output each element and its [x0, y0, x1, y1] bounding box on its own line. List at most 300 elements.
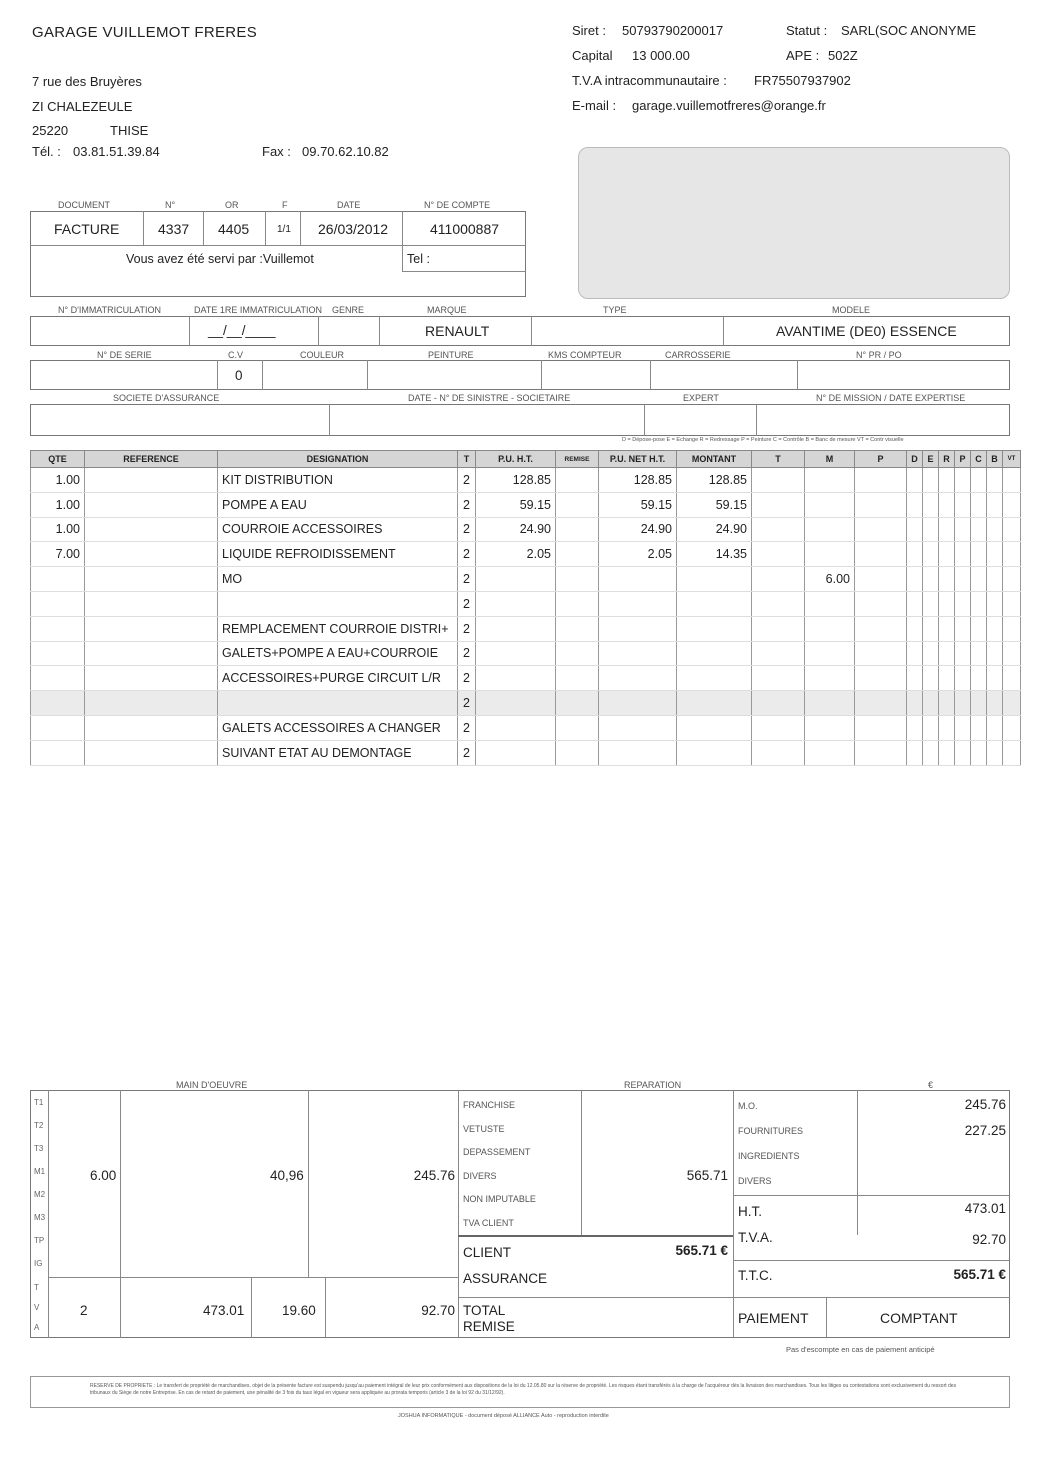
cell-qte [31, 666, 85, 691]
served-by: Vous avez été servi par :Vuillemot [126, 252, 314, 266]
cell-operation [855, 691, 907, 716]
tax-code: A [34, 1323, 40, 1332]
cell-des: COURROIE ACCESSOIRES [218, 517, 458, 542]
cell-operation [923, 715, 939, 740]
cell-t: 2 [458, 740, 476, 765]
doc-header-f: F [282, 200, 288, 210]
mo-value: 245.76 [964, 1097, 1006, 1112]
cell-operation [955, 740, 971, 765]
cell-des: REMPLACEMENT COURROIE DISTRI+ [218, 616, 458, 641]
cell-pu [476, 591, 556, 616]
cell-operation [1003, 641, 1021, 666]
cell-pu [476, 567, 556, 592]
cell-remise [556, 492, 599, 517]
cell-operation [923, 468, 939, 493]
company-city: THISE [110, 123, 149, 138]
mo-total: 245.76 [413, 1168, 455, 1183]
veh-h-genre: GENRE [332, 305, 365, 315]
company-fax-label: Fax : [262, 144, 291, 159]
veh-h-peinture: PEINTURE [428, 350, 474, 360]
table-row [31, 492, 1021, 517]
cell-operation [923, 492, 939, 517]
reparation-label-item: DIVERS [463, 1171, 497, 1181]
cell-qte [31, 591, 85, 616]
col-pu-net-ht: P.U. NET H.T. [599, 451, 677, 468]
cell-t: 2 [458, 641, 476, 666]
cell-pu [476, 616, 556, 641]
cell-operation [907, 740, 923, 765]
company-name: GARAGE VUILLEMOT FRERES [32, 24, 258, 41]
cell-operation [987, 542, 1003, 567]
cell-operation [987, 468, 1003, 493]
cell-operation [1003, 542, 1021, 567]
cell-m: 6.00 [805, 567, 855, 592]
cell-operation [971, 666, 987, 691]
tax-code: IG [34, 1259, 43, 1268]
doc-type: FACTURE [54, 221, 120, 237]
col-p2: P [955, 451, 971, 468]
cell-operation [987, 567, 1003, 592]
cell-net [599, 567, 677, 592]
doc-header-document: DOCUMENT [58, 200, 110, 210]
veh-h-expert: EXPERT [683, 393, 719, 403]
cell-operation [907, 591, 923, 616]
col-pu-ht: P.U. H.T. [476, 451, 556, 468]
cell-remise [556, 641, 599, 666]
veh-h-couleur: COULEUR [300, 350, 345, 360]
cell-t: 2 [458, 691, 476, 716]
cell-operation [939, 641, 955, 666]
cell-net: 24.90 [599, 517, 677, 542]
cell-remise [556, 542, 599, 567]
cell-operation [923, 591, 939, 616]
doc-account: 411000887 [430, 221, 500, 237]
cell-operation [939, 517, 955, 542]
company-address1: 7 rue des Bruyères [32, 74, 142, 89]
ingredients-label: INGREDIENTS [738, 1151, 800, 1161]
cell-operation [907, 567, 923, 592]
col-c: C [971, 451, 987, 468]
cell-operation [939, 492, 955, 517]
tva-label: T.V.A. [738, 1230, 773, 1245]
cell-des: ACCESSOIRES+PURGE CIRCUIT L/R [218, 666, 458, 691]
col-montant: MONTANT [677, 451, 752, 468]
cell-t: 2 [458, 616, 476, 641]
cell-remise [556, 715, 599, 740]
doc-header-number: N° [165, 200, 176, 210]
cell-montant: 128.85 [677, 468, 752, 493]
cell-operation [939, 591, 955, 616]
cell-remise [556, 468, 599, 493]
cell-operation [971, 517, 987, 542]
cell-remise [556, 740, 599, 765]
cell-pu: 2.05 [476, 542, 556, 567]
cell-remise [556, 517, 599, 542]
ttc-label: T.T.C. [738, 1268, 773, 1283]
tva-base: 473.01 [203, 1303, 245, 1318]
cell-operation [907, 468, 923, 493]
cell-operation [1003, 567, 1021, 592]
ape-label: APE : [786, 48, 820, 63]
cell-ref [85, 641, 218, 666]
cell-operation [1003, 616, 1021, 641]
veh-h-type: TYPE [603, 305, 627, 315]
cell-operation [987, 740, 1003, 765]
cell-net [599, 641, 677, 666]
col-d: D [907, 451, 923, 468]
col-qte: QTE [31, 451, 85, 468]
cell-operation [855, 591, 907, 616]
cell-m [805, 591, 855, 616]
cell-operation [971, 567, 987, 592]
siret-value: 50793790200017 [622, 23, 724, 38]
cell-tt [752, 641, 805, 666]
veh-h-marque: MARQUE [427, 305, 467, 315]
cell-operation [971, 542, 987, 567]
vehicle-modele: AVANTIME (DE0) ESSENCE [776, 323, 957, 339]
vehicle-row-2 [30, 360, 1010, 390]
cell-pu [476, 691, 556, 716]
cell-remise [556, 591, 599, 616]
col-vt: VT [1003, 451, 1021, 468]
cell-t: 2 [458, 715, 476, 740]
cell-des: LIQUIDE REFROIDISSEMENT [218, 542, 458, 567]
cell-qte [31, 567, 85, 592]
cell-tt [752, 616, 805, 641]
cell-operation [855, 517, 907, 542]
cell-operation [971, 616, 987, 641]
cell-operation [1003, 740, 1021, 765]
cell-operation [987, 591, 1003, 616]
cell-qte: 1.00 [31, 492, 85, 517]
divers-label: DIVERS [738, 1176, 772, 1186]
veh-h-mission: N° DE MISSION / DATE EXPERTISE [816, 393, 966, 403]
cell-operation [939, 542, 955, 567]
veh-h-date1: DATE 1RE IMMATRICULATION [194, 305, 323, 315]
col-designation: DESIGNATION [218, 451, 458, 468]
cell-operation [939, 715, 955, 740]
reparation-label-item: TVA CLIENT [463, 1218, 514, 1228]
tva-amount: 92.70 [421, 1303, 455, 1318]
cell-remise [556, 616, 599, 641]
tva-rate: 19.60 [282, 1303, 316, 1318]
cell-montant [677, 641, 752, 666]
company-fax: 09.70.62.10.82 [302, 144, 389, 159]
vehicle-marque: RENAULT [425, 323, 490, 339]
cell-ref [85, 691, 218, 716]
total-label: TOTAL [463, 1303, 506, 1318]
mo-hours: 6.00 [90, 1168, 117, 1183]
cell-operation [907, 691, 923, 716]
tax-code: T2 [34, 1121, 44, 1130]
email-value[interactable]: garage.vuillemotfreres@orange.fr [632, 98, 826, 113]
table-row [31, 542, 1021, 567]
cell-ref [85, 591, 218, 616]
cell-des: POMPE A EAU [218, 492, 458, 517]
veh-h-carrosserie: CARROSSERIE [665, 350, 731, 360]
cell-operation [855, 666, 907, 691]
software-credit: JOSHUA INFORMATIQUE - document déposé ALLIANCE Auto - reproduction interdite [398, 1413, 609, 1419]
tva-code: 2 [80, 1303, 88, 1318]
cell-operation [971, 591, 987, 616]
cell-montant [677, 715, 752, 740]
cell-qte [31, 616, 85, 641]
cell-operation [907, 616, 923, 641]
company-tel-label: Tél. : [32, 144, 61, 159]
cell-montant: 14.35 [677, 542, 752, 567]
cell-tt [752, 468, 805, 493]
cell-montant [677, 616, 752, 641]
ape-value: 502Z [828, 48, 858, 63]
cell-qte [31, 740, 85, 765]
col-b: B [987, 451, 1003, 468]
company-address2: ZI CHALEZEULE [32, 99, 133, 114]
cell-net [599, 616, 677, 641]
cell-operation [971, 468, 987, 493]
cell-operation [987, 715, 1003, 740]
cell-operation [987, 641, 1003, 666]
ttc-value: 565.71 € [953, 1267, 1006, 1282]
col-e: E [923, 451, 939, 468]
cell-ref [85, 567, 218, 592]
cell-operation [1003, 691, 1021, 716]
line-items-table [30, 450, 1021, 766]
cell-tt [752, 542, 805, 567]
cell-ref [85, 468, 218, 493]
cell-operation [971, 715, 987, 740]
cell-operation [955, 567, 971, 592]
cell-operation [939, 616, 955, 641]
doc-number: 4337 [158, 221, 190, 237]
veh-h-immat: N° D'IMMATRICULATION [58, 305, 161, 315]
cell-ref [85, 542, 218, 567]
cell-t: 2 [458, 517, 476, 542]
cell-operation [923, 691, 939, 716]
cell-operation [939, 666, 955, 691]
cell-m [805, 616, 855, 641]
cell-operation [923, 542, 939, 567]
cell-pu: 59.15 [476, 492, 556, 517]
statut-label: Statut : [786, 23, 828, 38]
cell-net [599, 715, 677, 740]
cell-montant [677, 740, 752, 765]
doc-date: 26/03/2012 [318, 221, 389, 237]
cell-operation [987, 691, 1003, 716]
cell-qte: 1.00 [31, 468, 85, 493]
cell-operation [923, 666, 939, 691]
reparation-label: REPARATION [624, 1080, 682, 1090]
doc-header-date: DATE [337, 200, 361, 210]
cell-operation [855, 740, 907, 765]
cell-net [599, 740, 677, 765]
escompte-note: Pas d'escompte en cas de paiement anticipé [786, 1345, 935, 1354]
tva-intra-label: T.V.A intracommunautaire : [572, 73, 727, 88]
table-row [31, 740, 1021, 765]
cell-operation [923, 740, 939, 765]
cell-m [805, 542, 855, 567]
col-tt: T [752, 451, 805, 468]
veh-h-modele: MODELE [832, 305, 871, 315]
cell-remise [556, 666, 599, 691]
assurance-label: ASSURANCE [463, 1271, 548, 1286]
cell-operation [923, 616, 939, 641]
ht-label: H.T. [738, 1204, 763, 1219]
cell-pu [476, 740, 556, 765]
cell-operation [1003, 492, 1021, 517]
cell-operation [1003, 517, 1021, 542]
reparation-label-item: VETUSTE [463, 1124, 505, 1134]
siret-label: Siret : [572, 23, 606, 38]
totals-box [30, 1090, 1010, 1338]
cell-operation [971, 740, 987, 765]
table-row [31, 468, 1021, 493]
vehicle-cv: 0 [235, 368, 243, 383]
cell-operation [907, 492, 923, 517]
cell-qte: 7.00 [31, 542, 85, 567]
tva-intra-value: FR75507937902 [754, 73, 851, 88]
reparation-label-item: DEPASSEMENT [463, 1147, 531, 1157]
cell-operation [855, 616, 907, 641]
statut-value: SARL(SOC ANONYME [841, 23, 977, 38]
cell-m [805, 740, 855, 765]
cell-operation [939, 468, 955, 493]
cell-operation [955, 542, 971, 567]
cell-pu [476, 715, 556, 740]
mo-rate: 40,96 [270, 1168, 304, 1183]
veh-h-assurance: SOCIETE D'ASSURANCE [113, 393, 220, 403]
cell-operation [923, 517, 939, 542]
cell-ref [85, 517, 218, 542]
cell-montant: 24.90 [677, 517, 752, 542]
cell-t: 2 [458, 542, 476, 567]
operation-legend: D = Dépose-pose E = Echange R = Redressage P = Peinture C = Contrôle B = Banc de mesure VT = Contr visuelle [622, 437, 904, 443]
cell-operation [855, 715, 907, 740]
vehicle-row-3 [30, 404, 1010, 436]
cell-operation [907, 666, 923, 691]
cell-operation [955, 517, 971, 542]
cell-operation [923, 567, 939, 592]
cell-des: KIT DISTRIBUTION [218, 468, 458, 493]
doc-header-or: OR [225, 200, 239, 210]
table-row [31, 691, 1021, 716]
cell-operation [939, 567, 955, 592]
cell-operation [855, 542, 907, 567]
euro-label: € [928, 1080, 934, 1090]
client-label: CLIENT [463, 1245, 512, 1260]
cell-des: GALETS+POMPE A EAU+COURROIE [218, 641, 458, 666]
col-remise: REMISE [556, 451, 599, 468]
cell-operation [987, 616, 1003, 641]
cell-operation [955, 616, 971, 641]
paiement-value: COMPTANT [880, 1310, 958, 1326]
cell-operation [907, 542, 923, 567]
cell-operation [955, 715, 971, 740]
reparation-label-item: FRANCHISE [463, 1100, 516, 1110]
cell-operation [955, 666, 971, 691]
cell-t: 2 [458, 666, 476, 691]
cell-operation [855, 492, 907, 517]
cell-operation [907, 641, 923, 666]
cell-m [805, 492, 855, 517]
divers-value: 565.71 [686, 1168, 728, 1183]
cell-ref [85, 492, 218, 517]
table-row [31, 591, 1021, 616]
cell-pu [476, 641, 556, 666]
tax-code: TP [34, 1236, 45, 1245]
cell-tt [752, 517, 805, 542]
cell-m [805, 468, 855, 493]
vehicle-first-reg: __/__/____ [208, 323, 276, 338]
cell-t: 2 [458, 567, 476, 592]
tax-code: T1 [34, 1098, 44, 1107]
cell-ref [85, 740, 218, 765]
capital-label: Capital [572, 48, 613, 63]
doc-f: 1/1 [277, 224, 291, 235]
tax-code: T [34, 1283, 39, 1292]
cell-net [599, 666, 677, 691]
veh-h-serie: N° DE SERIE [97, 350, 152, 360]
fournitures-value: 227.25 [964, 1123, 1006, 1138]
cell-operation [987, 492, 1003, 517]
company-postcode: 25220 [32, 123, 69, 138]
veh-h-sinistre: DATE - N° DE SINISTRE - SOCIETAIRE [408, 393, 571, 403]
cell-remise [556, 567, 599, 592]
cell-operation [1003, 666, 1021, 691]
reparation-label-item: NON IMPUTABLE [463, 1194, 536, 1204]
ht-value: 473.01 [964, 1201, 1006, 1216]
cell-montant: 59.15 [677, 492, 752, 517]
cell-operation [971, 691, 987, 716]
cell-des [218, 691, 458, 716]
cell-net [599, 691, 677, 716]
col-m: M [805, 451, 855, 468]
cell-tt [752, 715, 805, 740]
cell-operation [955, 591, 971, 616]
veh-h-pr: N° PR / PO [856, 350, 902, 360]
cell-t: 2 [458, 492, 476, 517]
cell-operation [1003, 715, 1021, 740]
paiement-label: PAIEMENT [738, 1310, 809, 1326]
cell-operation [955, 691, 971, 716]
col-t: T [458, 451, 476, 468]
cell-pu [476, 666, 556, 691]
cell-operation [923, 641, 939, 666]
cell-operation [855, 641, 907, 666]
col-p: P [855, 451, 907, 468]
cell-montant [677, 591, 752, 616]
col-r: R [939, 451, 955, 468]
table-row [31, 616, 1021, 641]
cell-m [805, 641, 855, 666]
doc-or: 4405 [218, 221, 250, 237]
cell-ref [85, 715, 218, 740]
table-row [31, 715, 1021, 740]
cell-des: SUIVANT ETAT AU DEMONTAGE [218, 740, 458, 765]
table-row [31, 517, 1021, 542]
tva-value: 92.70 [972, 1232, 1006, 1247]
table-row [31, 641, 1021, 666]
cell-ref [85, 666, 218, 691]
cell-tt [752, 740, 805, 765]
client-value: 565.71 € [675, 1243, 728, 1258]
cell-operation [971, 641, 987, 666]
company-tel: 03.81.51.39.84 [73, 144, 160, 159]
cell-operation [855, 567, 907, 592]
cell-m [805, 666, 855, 691]
cell-operation [939, 740, 955, 765]
cell-des: GALETS ACCESSOIRES A CHANGER [218, 715, 458, 740]
cell-operation [955, 468, 971, 493]
